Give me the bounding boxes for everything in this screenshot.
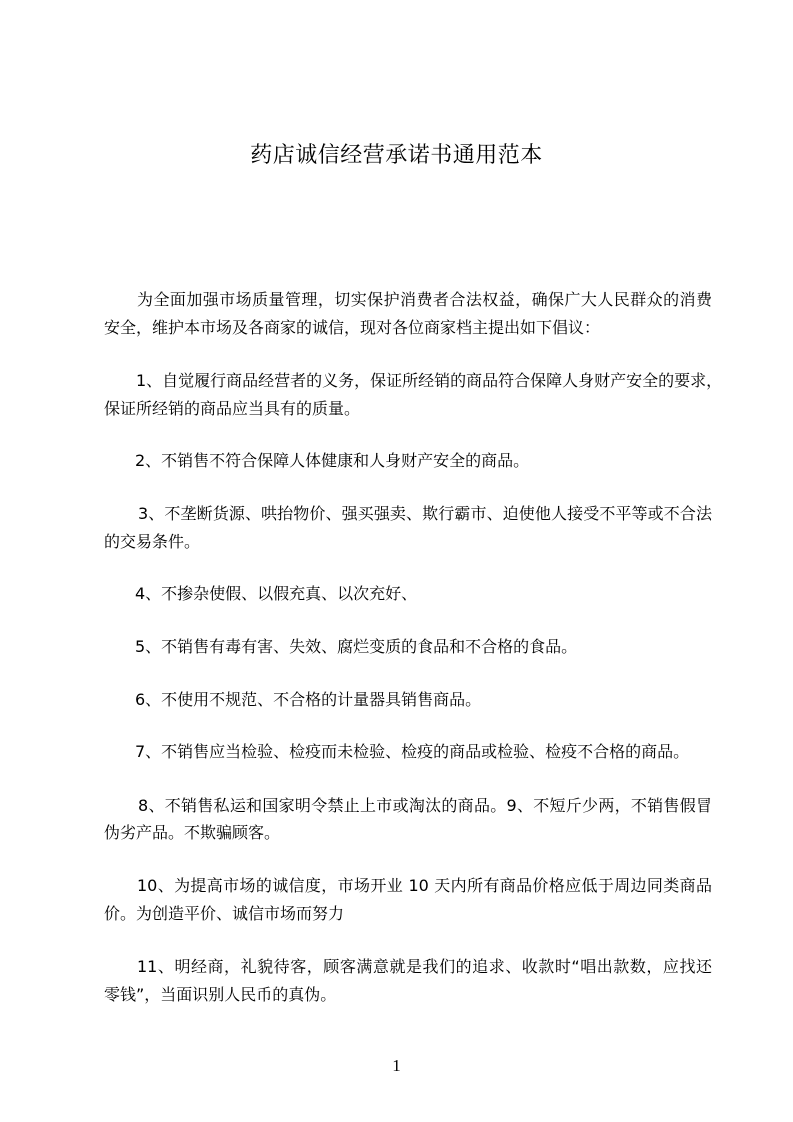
paragraph-line: 10、为提高市场的诚信度，市场开业 10 天内所有商品价格应低于周边同类商品 [137, 876, 712, 895]
paragraph-line: 7、不销售应当检验、检疫而未检验、检疫的商品或检验、检疫不合格的商品。 [135, 742, 690, 761]
paragraph-line: 保证所经销的商品应当具有的质量。 [104, 399, 361, 418]
paragraph-line: 5、不销售有毒有害、失效、腐烂变质的食品和不合格的食品。 [135, 637, 578, 656]
paragraph-line: 零钱”，当面识别人民币的真伪。 [104, 985, 337, 1004]
paragraph-line: 11、明经商，礼貌待客，顾客满意就是我们的追求、收款时“唱出款数，应找还 [137, 957, 712, 976]
paragraph-line: 6、不使用不规范、不合格的计量器具销售商品。 [135, 690, 482, 709]
document-title: 药店诚信经营承诺书通用范本 [250, 143, 543, 168]
paragraph-line: 3、不垄断货源、哄抬物价、强买强卖、欺行霸市、迫使他人接受不平等或不合法 [138, 504, 712, 523]
paragraph-line: 的交易条件。 [104, 532, 201, 551]
paragraph-line: 8、不销售私运和国家明令禁止上市或淘汰的商品。9、不短斤少两，不销售假冒 [138, 796, 712, 815]
paragraph-line: 为全面加强市场质量管理，切实保护消费者合法权益，确保广大人民群众的消费 [137, 290, 712, 309]
paragraph-line: 安全，维护本市场及各商家的诚信，现对各位商家档主提出如下倡议： [104, 318, 601, 337]
page-number: 1 [392, 1056, 401, 1075]
paragraph-line: 4、不掺杂使假、以假充真、以次充好、 [135, 584, 418, 603]
paragraph-line: 2、不销售不符合保障人体健康和人身财产安全的商品。 [135, 451, 530, 470]
paragraph-line: 价。为创造平价、诚信市场而努力 [104, 904, 345, 923]
paragraph-line: 伪劣产品。不欺骗顾客。 [104, 823, 281, 842]
paragraph-line: 1、自觉履行商品经营者的义务，保证所经销的商品符合保障人身财产安全的要求， [136, 371, 723, 390]
